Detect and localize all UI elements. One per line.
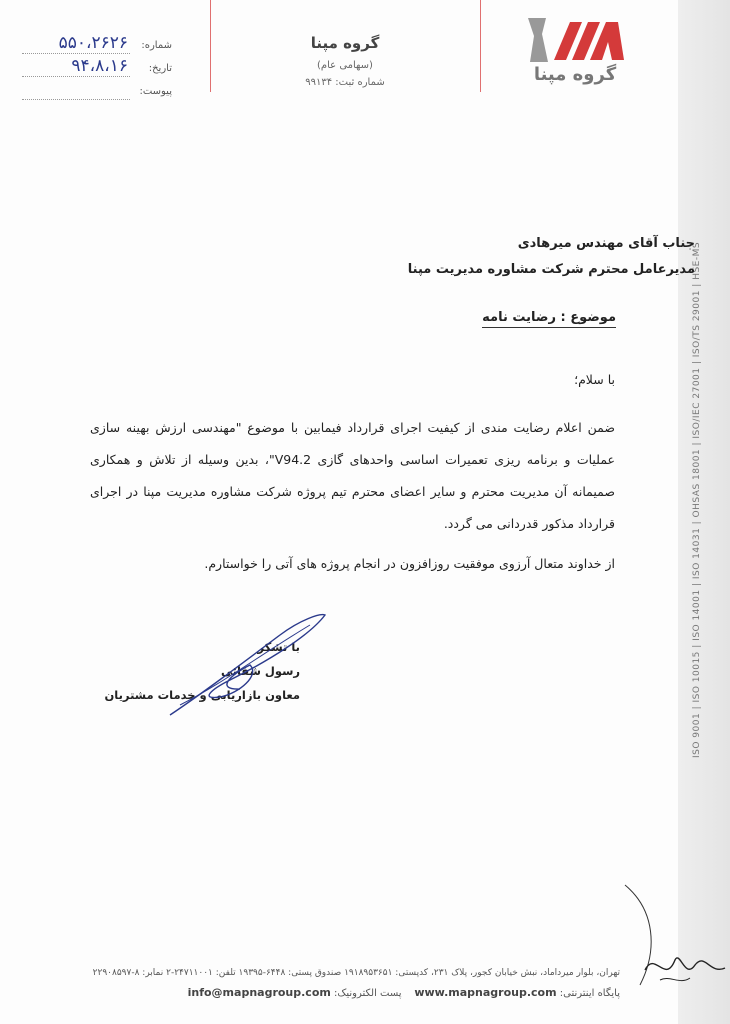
- header-divider-right: [480, 0, 481, 92]
- website-label: پایگاه اینترنتی:: [559, 988, 620, 999]
- signatory-title: معاون بازاریابی و خدمات مشتریان: [104, 688, 300, 702]
- email-label: پست الکترونیک:: [334, 988, 402, 999]
- footer-contacts: [188, 986, 620, 999]
- company-type: (سهامی عام): [317, 60, 373, 71]
- meta-number-value: ۵۵۰،۲۶۲۶: [58, 33, 128, 53]
- recipient-line-1: جناب آقای مهندس میرهادی: [517, 236, 695, 251]
- handwritten-signature-icon: [160, 605, 330, 725]
- company-registration: شماره ثبت: ۹۹۱۳۴: [305, 77, 385, 88]
- website-link[interactable]: www.mapnagroup.com: [414, 986, 557, 999]
- meta-date-label: تاریخ:: [148, 63, 172, 74]
- iso-certifications: ISO 9001 | ISO 10015 | ISO 14001 | ISO 14031 | OHSAS 18001 | ISO/IEC 27001 | ISO/TS 29001 | HSE-MS: [692, 241, 702, 759]
- header-divider-left: [210, 0, 211, 92]
- meta-attachment-label: پیوست:: [139, 86, 172, 97]
- letter-metadata: [22, 33, 172, 105]
- recipient-title: [408, 258, 695, 277]
- body-paragraph-2: از خداوند متعال آرزوی موفقیت روزافزون در انجام پروژه های آتی را خواستارم.: [204, 556, 615, 571]
- meta-date-value: ۹۴،۸،۱۶: [71, 56, 128, 76]
- meta-attachment: [22, 82, 172, 105]
- signature-closing: با تشکر: [257, 640, 300, 654]
- footer-address: تهران، بلوار میرداماد، نبش خیابان کجور، پلاک ۲۳۱، کدپستی: ۱۹۱۸۹۵۳۶۵۱ صندوق پستی: ۶۴۴۸-۱۹۳۹۵ تلفن: ۲۴۷۱۱۰۰۱-۲ نمابر: ۸-۲۲۹۰۸۵۹۷: [92, 968, 620, 978]
- logo-wordmark: گروه مپنا: [533, 64, 617, 85]
- signatory-name: رسول شفائی: [221, 664, 300, 678]
- company-header: [270, 34, 420, 88]
- company-name: گروه مپنا: [310, 34, 380, 52]
- greeting: با سلام؛: [574, 372, 615, 387]
- meta-date-line: [22, 76, 130, 77]
- handwritten-note-icon: [640, 930, 730, 1000]
- body-paragraph-1: ضمن اعلام رضایت مندی از کیفیت اجرای قرارداد فیمابین با موضوع "مهندسی ارزش بهینه سازی عملیات و برنامه ریزی تعمیرات اساسی واحدهای گازی V94.2"، بدین وسیله از تلاش و همکاری صمیمانه آن مدیریت محترم و سایر اعضای محترم تیم پروژه شرکت مشاوره مدیریت مپنا در اجرای قرارداد مذکور قدردانی می گردد.: [90, 420, 616, 531]
- certification-strip: [678, 0, 730, 1024]
- meta-number-line: [22, 53, 130, 54]
- email-link[interactable]: info@mapnagroup.com: [187, 986, 331, 999]
- recipient-line-2: مدیرعامل محترم شرکت مشاوره مدیریت مپنا: [407, 262, 695, 277]
- letter-subject: موضوع : رضایت نامه: [482, 310, 616, 328]
- meta-number-label: شماره:: [141, 40, 172, 51]
- meta-date: [22, 56, 172, 82]
- recipient-name: [518, 232, 695, 251]
- meta-attachment-line: [22, 99, 130, 100]
